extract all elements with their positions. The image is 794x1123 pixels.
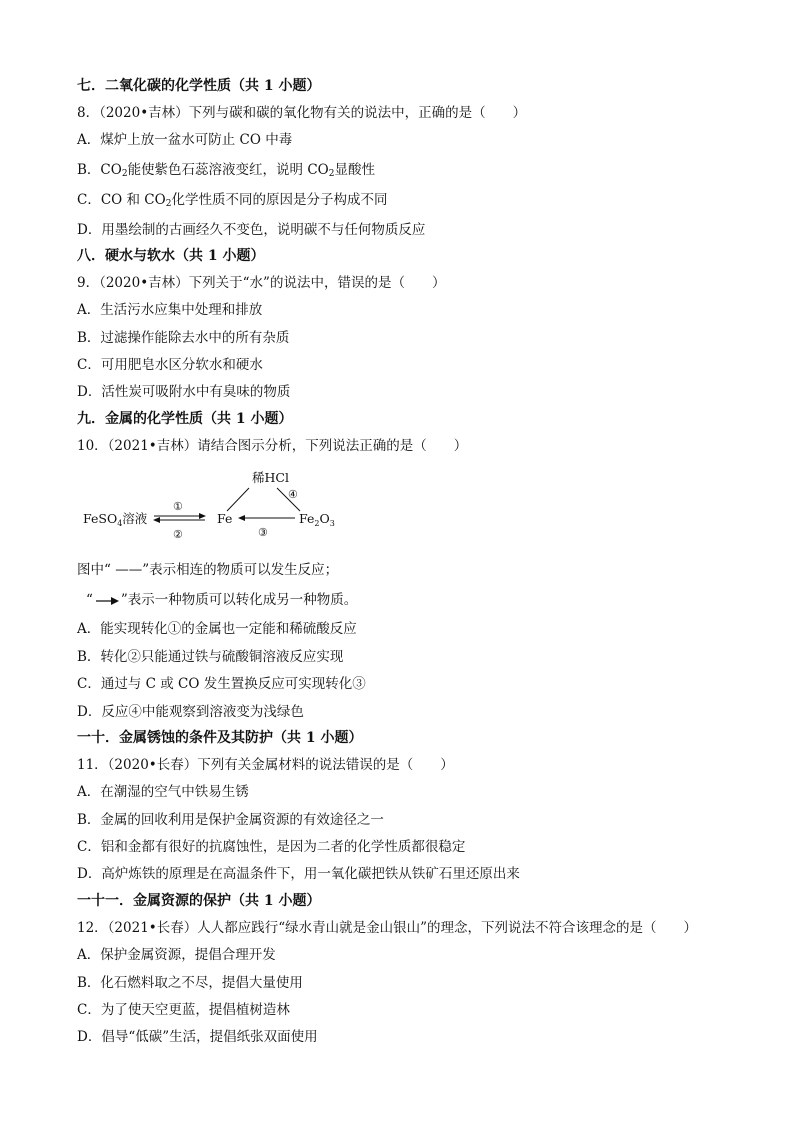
question-11-option-a: A．在潮湿的空气中铁易生锈 bbox=[77, 784, 249, 800]
question-10: 10．（2021•吉林）请结合图示分析，下列说法正确的是（ ） bbox=[77, 438, 468, 454]
question-8: 8．（2020•吉林）下列与碳和碳的氧化物有关的说法中，正确的是（ ） bbox=[77, 105, 527, 121]
question-11-option-b: B．金属的回收利用是保护金属资源的有效途径之一 bbox=[77, 812, 384, 828]
question-11-option-c: C．铝和金都有很好的抗腐蚀性，是因为二者的化学性质都很稳定 bbox=[77, 839, 466, 855]
diagram-legend-line: 图中“ ——”表示相连的物质可以发生反应； bbox=[77, 562, 339, 578]
reaction-diagram bbox=[77, 465, 377, 545]
question-8-option-c: C．CO 和 $CO_2$化学性质不同的原因是分子构成不同 bbox=[77, 192, 388, 209]
diagram-legend-arrow: “ ”表示一种物质可以转化成另一种物质。 bbox=[86, 592, 358, 608]
question-9-option-d: D．活性炭可吸附水中有臭味的物质 bbox=[77, 384, 291, 400]
diagram-label-dilute-hcl: 稀HCl bbox=[252, 470, 289, 485]
question-8-option-b: B．$CO_2$能使紫色石蕊溶液变红，说明 $CO_2$显酸性 bbox=[77, 162, 375, 179]
section-header-8: 八．硬水与软水（共 1 小题） bbox=[77, 248, 265, 264]
question-9-option-a: A．生活污水应集中处理和排放 bbox=[77, 302, 263, 318]
question-12-option-a: A．保护金属资源，提倡合理开发 bbox=[77, 947, 276, 963]
diagram-number-1: ① bbox=[173, 500, 183, 513]
diagram-number-4: ④ bbox=[288, 488, 298, 501]
question-11: 11．（2020•长春）下列有关金属材料的说法错误的是（ ） bbox=[77, 757, 454, 773]
question-12-option-d: D．倡导“低碳”生活，提倡纸张双面使用 bbox=[77, 1029, 318, 1045]
question-12-option-b: B．化石燃料取之不尽，提倡大量使用 bbox=[77, 975, 303, 991]
section-header-7: 七．二氧化碳的化学性质（共 1 小题） bbox=[77, 78, 321, 94]
arrow-symbol-icon bbox=[93, 596, 121, 606]
question-11-option-d: D．高炉炼铁的原理是在高温条件下，用一氧化碳把铁从铁矿石里还原出来 bbox=[77, 866, 520, 882]
question-9-option-b: B．过滤操作能除去水中的所有杂质 bbox=[77, 330, 290, 346]
question-8-option-a: A．煤炉上放一盆水可防止 CO 中毒 bbox=[77, 132, 293, 148]
question-10-option-d: D．反应④中能观察到溶液变为浅绿色 bbox=[77, 704, 304, 720]
question-9-option-c: C．可用肥皂水区分软水和硬水 bbox=[77, 357, 263, 373]
section-header-9: 九．金属的化学性质（共 1 小题） bbox=[77, 411, 293, 427]
question-8-option-d: D．用墨绘制的古画经久不变色，说明碳不与任何物质反应 bbox=[77, 222, 426, 238]
diagram-number-2: ② bbox=[173, 528, 183, 541]
question-12: 12．（2021•长春）人人都应践行“绿水青山就是金山银山”的理念，下列说法不符合该理念的是（ ） bbox=[77, 920, 698, 936]
question-10-option-a: A．能实现转化①的金属也一定能和稀硫酸反应 bbox=[77, 621, 357, 637]
diagram-label-fe: Fe bbox=[217, 511, 233, 526]
section-header-11: 一十一．金属资源的保护（共 1 小题） bbox=[77, 893, 321, 909]
line-hcl-fe bbox=[227, 488, 249, 511]
diagram-label-fe2o3: $Fe_2O_3$ bbox=[299, 511, 335, 528]
diagram-number-3: ③ bbox=[258, 526, 268, 539]
section-header-10: 一十．金属锈蚀的条件及其防护（共 1 小题） bbox=[77, 730, 363, 746]
question-12-option-c: C．为了使天空更蓝，提倡植树造林 bbox=[77, 1002, 290, 1018]
question-9: 9．（2020•吉林）下列关于“水”的说法中，错误的是（ ） bbox=[77, 275, 446, 291]
question-10-option-b: B．转化②只能通过铁与硫酸铜溶液反应实现 bbox=[77, 649, 344, 665]
diagram-label-feso4: FeSO$_4$溶液 bbox=[83, 511, 148, 528]
question-10-option-c: C．通过与 C 或 CO 发生置换反应可实现转化③ bbox=[77, 676, 366, 692]
